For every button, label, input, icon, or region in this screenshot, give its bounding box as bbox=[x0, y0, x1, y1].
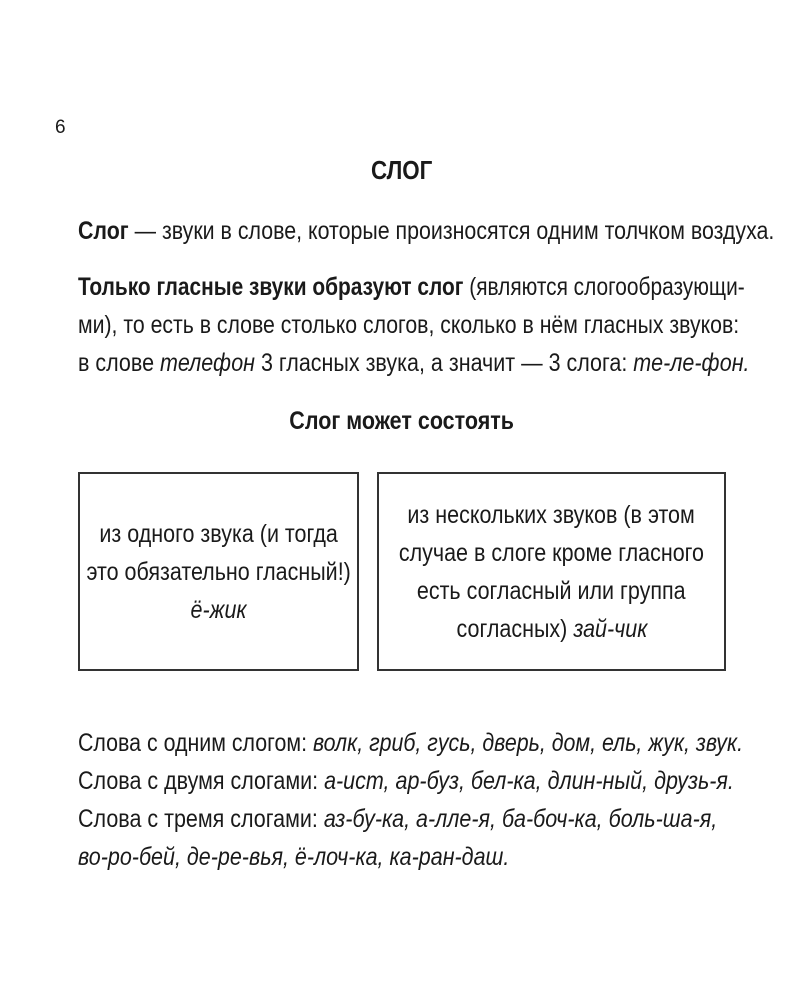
examples-three-label: Слова с тремя слогами: bbox=[78, 805, 324, 833]
box-left-line2: это обязательно гласный!) bbox=[86, 557, 351, 586]
examples-section bbox=[78, 724, 744, 876]
examples-one-label: Слова с одним слогом: bbox=[78, 729, 313, 757]
examples-two-label: Слова с двумя слогами: bbox=[78, 767, 325, 795]
rule-paragraph bbox=[78, 268, 750, 382]
page-content bbox=[78, 150, 775, 440]
box-many-sounds bbox=[377, 472, 726, 671]
section-subtitle: Слог может состоять bbox=[289, 407, 515, 435]
rule-line3-a: в слове bbox=[78, 349, 161, 377]
examples-three-words-1: аз-бу-ка, а-лле-я, ба-боч-ка, боль-ша-я, bbox=[323, 805, 718, 833]
examples-three-words-2: во-ро-бей, де-ре-вья, ё-лоч-ка, ка-ран-даш. bbox=[78, 843, 510, 871]
box-right-line2: случае в слоге кроме гласного bbox=[398, 538, 705, 567]
box-right-line3: есть согласный или группа bbox=[417, 576, 686, 605]
examples-one-words: волк, гриб, гусь, дверь, дом, ель, жук, звук. bbox=[312, 729, 744, 757]
rule-line3-b: 3 гласных звука, а значит — 3 слога: bbox=[254, 349, 634, 377]
rule-line1-rest: (являются слогообразующи- bbox=[463, 273, 745, 301]
definition-term: Слог bbox=[78, 217, 129, 245]
box-right-line4-text: согласных) bbox=[456, 614, 573, 643]
page-number: 6 bbox=[55, 117, 66, 138]
definition-text: — звуки в слове, которые произносятся одним толчком воздуха. bbox=[128, 217, 775, 245]
examples-two-words: а-ист, ар-буз, бел-ка, длин-ный, друзь-я. bbox=[324, 767, 734, 795]
syllable-boxes bbox=[78, 472, 726, 675]
page-title: СЛОГ bbox=[371, 155, 433, 185]
rule-example: те-ле-фон. bbox=[633, 349, 750, 377]
definition-paragraph bbox=[78, 212, 775, 250]
rule-line2: ми), то есть в слове столько слогов, сколько в нём гласных звуков: bbox=[78, 311, 740, 339]
box-left-example: ё-жик bbox=[190, 595, 247, 624]
box-left-line1: из одного звука (и тогда bbox=[99, 519, 338, 548]
rule-word: телефон bbox=[160, 349, 255, 377]
box-right-line1: из нескольких звуков (в этом bbox=[407, 500, 696, 529]
rule-bold: Только гласные звуки образуют слог bbox=[78, 273, 464, 301]
box-right-example: зай-чик bbox=[572, 614, 647, 643]
box-one-sound bbox=[78, 472, 359, 671]
